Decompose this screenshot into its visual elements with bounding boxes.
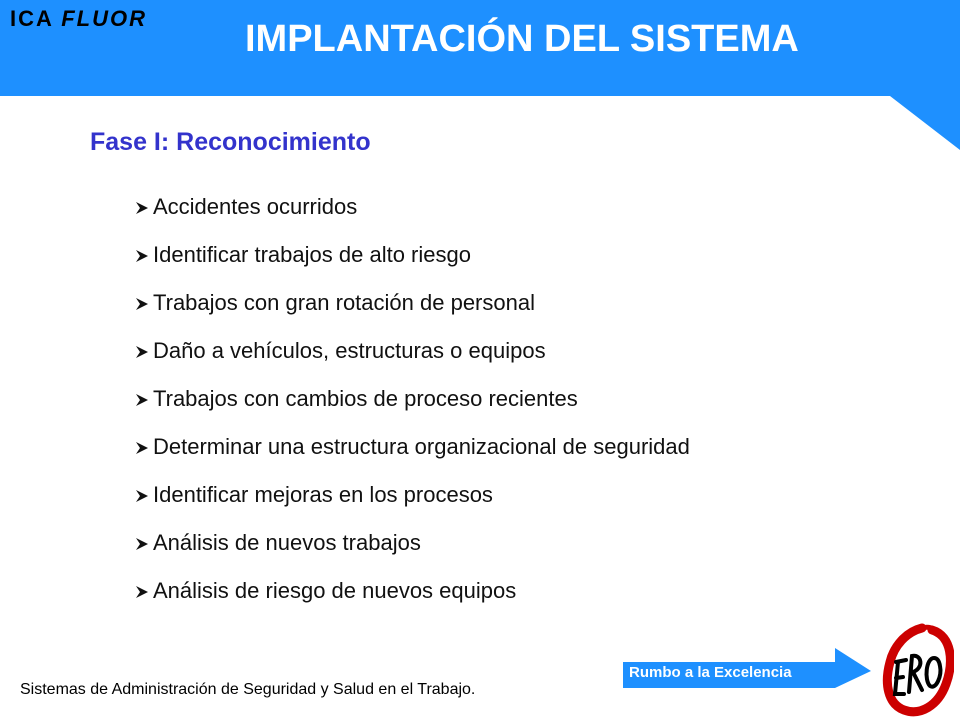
footer-text: Sistemas de Administración de Seguridad y Salud en el Trabajo. — [20, 681, 476, 698]
bullet-text: Daño a vehículos, estructuras o equipos — [153, 338, 546, 363]
bullet-text: Identificar mejoras en los procesos — [153, 482, 493, 507]
arrow-bullet-icon — [133, 480, 153, 510]
bullet-text: Análisis de riesgo de nuevos equipos — [153, 578, 517, 603]
bullet-item — [133, 576, 690, 624]
arrow-bullet-icon — [133, 528, 153, 558]
bullet-text: Análisis de nuevos trabajos — [153, 530, 421, 555]
bullet-text: Identificar trabajos de alto riesgo — [153, 242, 471, 267]
bullet-item — [133, 192, 690, 240]
arrow-bullet-icon — [133, 336, 153, 366]
arrow-bullet-icon — [133, 288, 153, 318]
bullet-text: Accidentes ocurridos — [153, 194, 358, 219]
bullet-item — [133, 480, 690, 528]
phase-title: Fase I: Reconocimiento — [90, 128, 371, 156]
bullet-text: Determinar una estructura organizacional de seguridad — [153, 434, 690, 459]
arrow-bullet-icon — [133, 384, 153, 414]
bullet-item — [133, 336, 690, 384]
bullet-text: Trabajos con cambios de proceso recientes — [153, 386, 578, 411]
bullet-item — [133, 288, 690, 336]
bullet-item — [133, 432, 690, 480]
bullet-item — [133, 384, 690, 432]
bullet-item — [133, 528, 690, 576]
bullet-text: Trabajos con gran rotación de personal — [153, 290, 535, 315]
logo-fluor-text: FLUOR — [61, 6, 147, 31]
bullet-list — [133, 192, 690, 624]
arrow-bullet-icon — [133, 192, 153, 222]
arrow-bullet-icon — [133, 240, 153, 270]
cero-logo-icon — [882, 622, 954, 718]
slogan-text: Rumbo a la Excelencia — [629, 664, 792, 681]
arrow-bullet-icon — [133, 432, 153, 462]
logo-ica-text: ICA — [10, 6, 54, 31]
ica-fluor-logo — [10, 6, 147, 32]
bullet-item — [133, 240, 690, 288]
arrow-bullet-icon — [133, 576, 153, 606]
slide-title: IMPLANTACIÓN DEL SISTEMA — [245, 18, 799, 60]
